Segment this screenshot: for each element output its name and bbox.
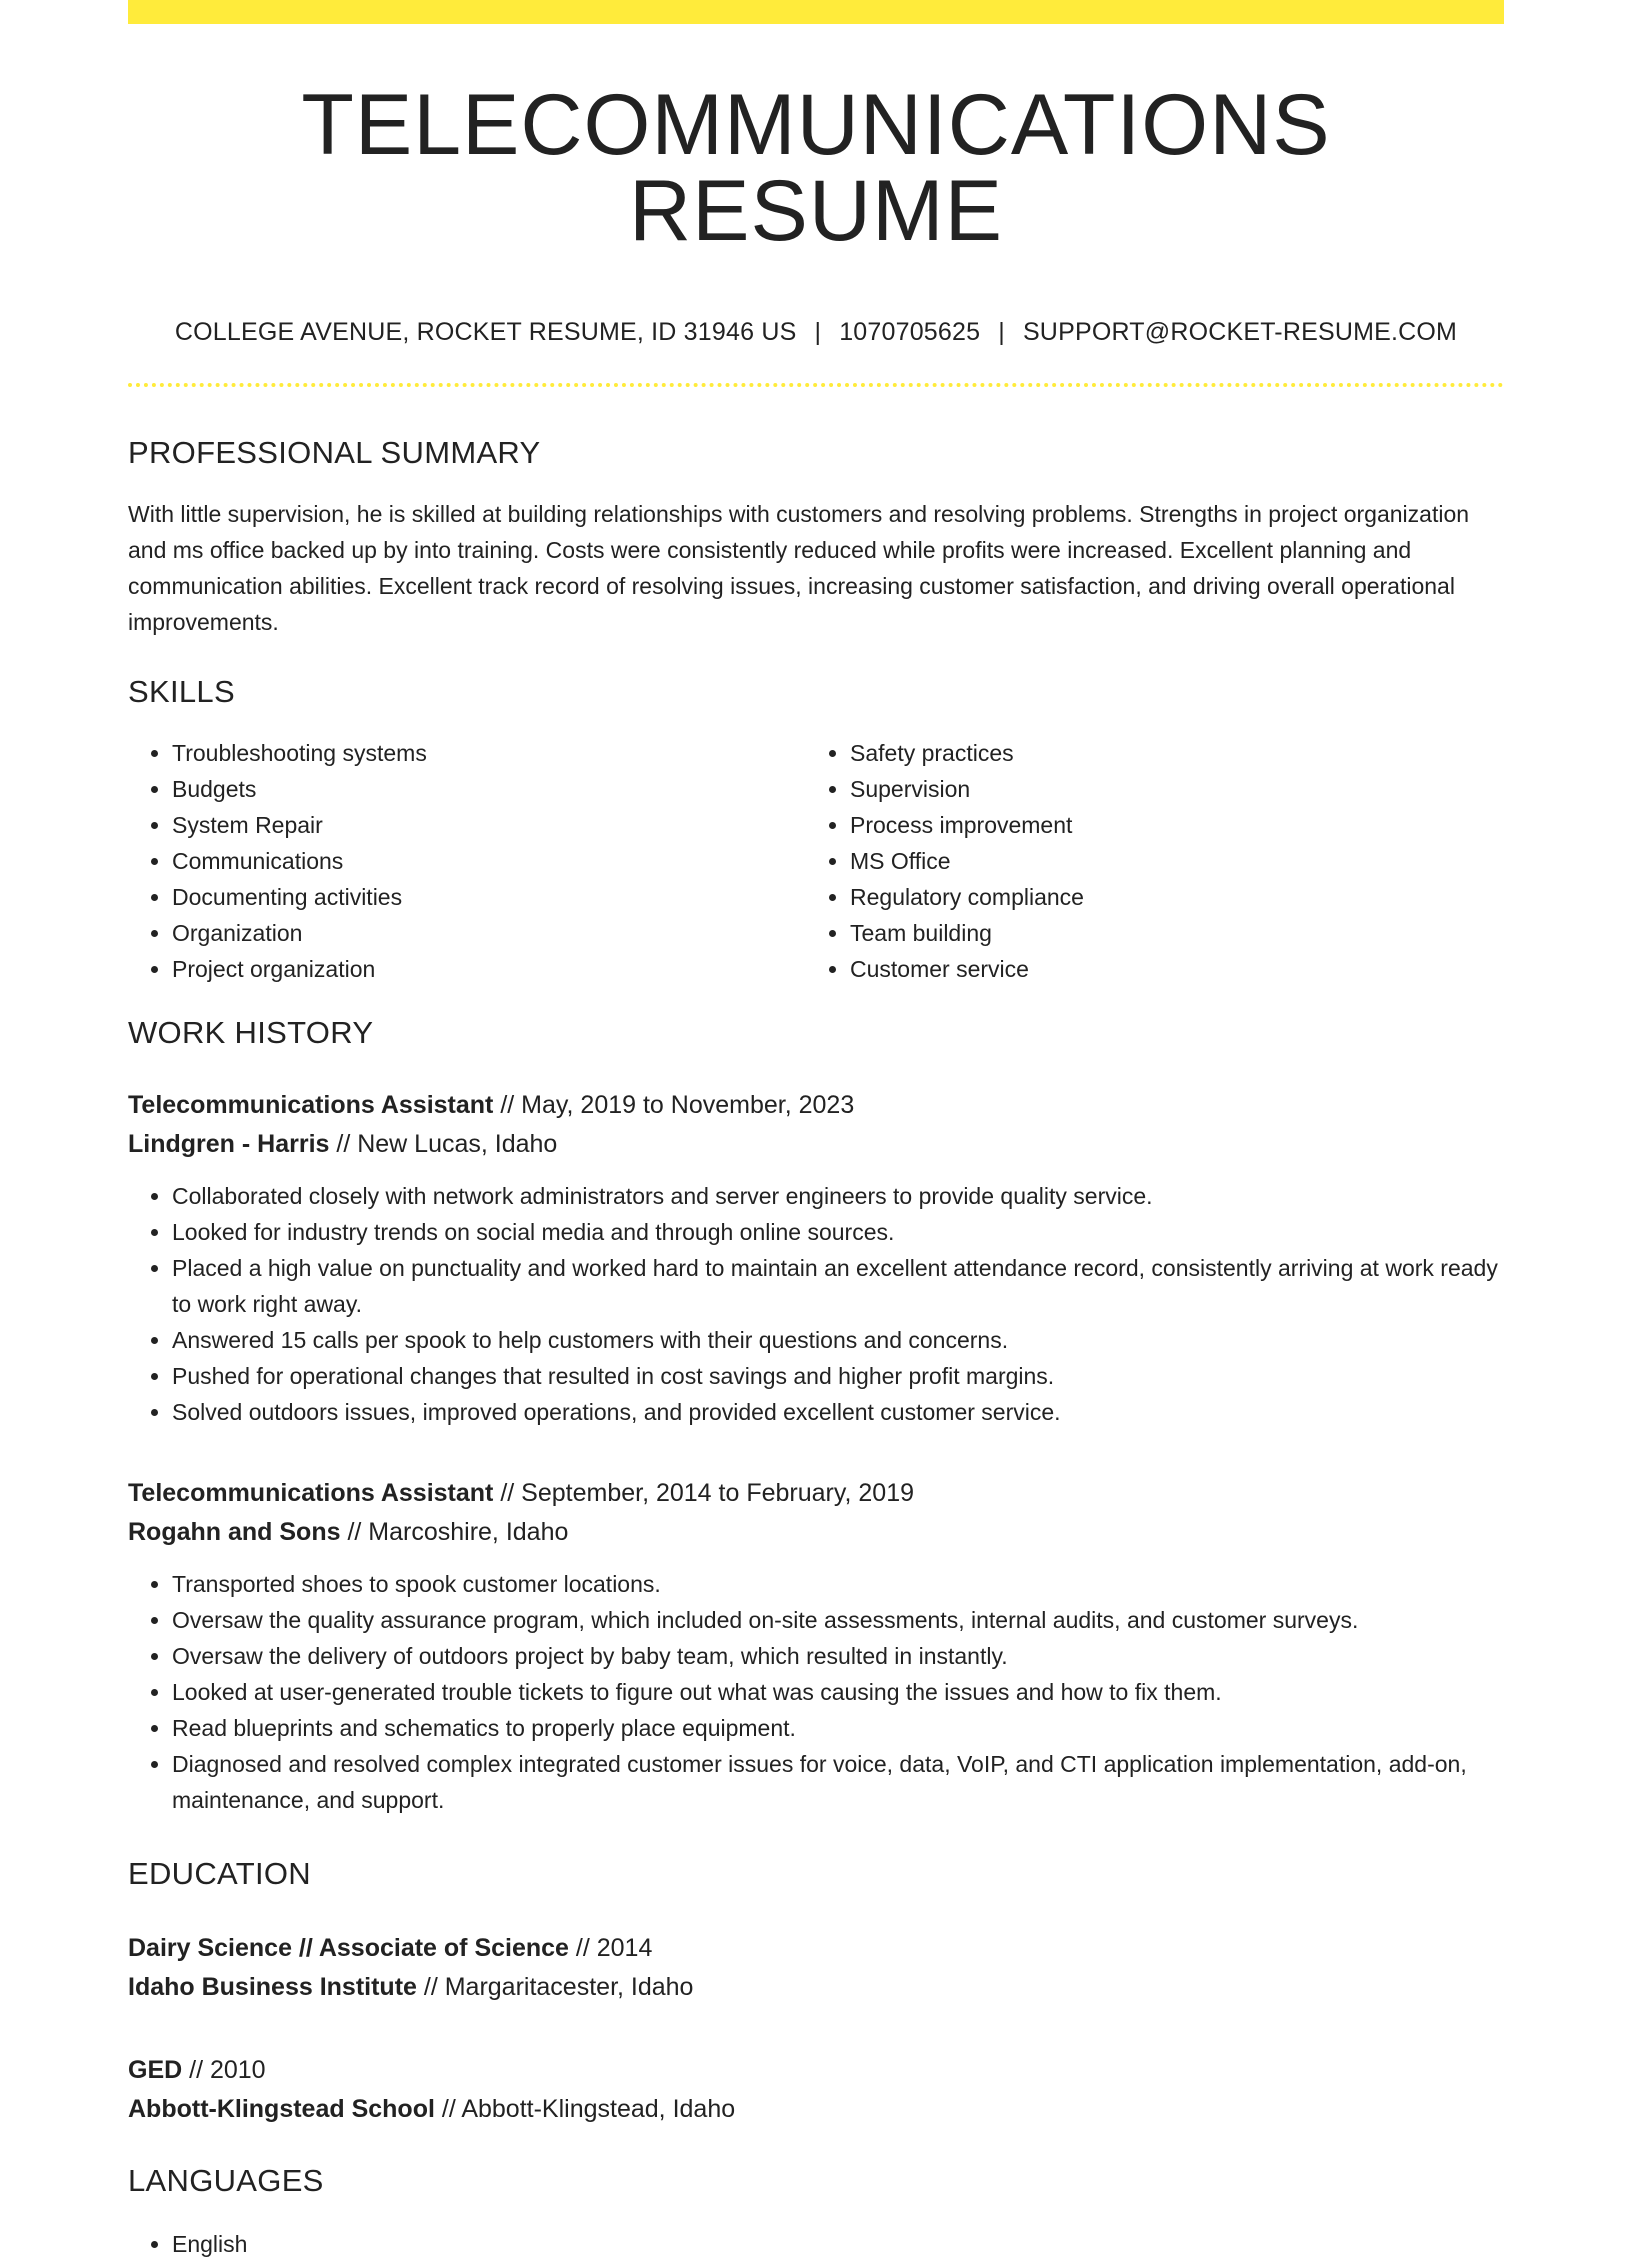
education-degree-line: [128, 1929, 1504, 1968]
education-entry: [128, 1929, 1504, 2007]
job-bullet: • Oversaw the quality assurance program, which included on-site assessments, internal audits, and customer surveys.: [172, 1602, 1504, 1638]
work-history-heading: WORK HISTORY: [128, 1015, 374, 1050]
skill-item: • Process improvement: [850, 807, 1504, 843]
job-company: Rogahn and Sons: [128, 1518, 341, 1546]
skills-column-right: [806, 735, 1504, 987]
job-role: Telecommunications Assistant: [128, 1091, 494, 1119]
languages-list: [128, 2226, 1504, 2262]
skill-item: • Troubleshooting systems: [172, 735, 806, 771]
education-location: // Margaritacester, Idaho: [416, 1973, 694, 2001]
contact-email: SUPPORT@ROCKET-RESUME.COM: [1022, 318, 1458, 346]
job-bullet: • Placed a high value on punctuality and worked hard to maintain an excellent attendance record, consistently arriving at work ready to work right away.: [172, 1250, 1504, 1322]
job-bullet: • Read blueprints and schematics to properly place equipment.: [172, 1710, 1504, 1746]
language-item: • English: [172, 2226, 1504, 2262]
education-degree: GED: [128, 2056, 183, 2084]
skill-item: • Customer service: [850, 951, 1504, 987]
job-bullet: • Transported shoes to spook customer locations.: [172, 1566, 1504, 1602]
job-company: Lindgren - Harris: [128, 1130, 330, 1158]
job-entry: [128, 1474, 1504, 1818]
job-role: Telecommunications Assistant: [128, 1479, 494, 1507]
education-year: // 2010: [182, 2056, 266, 2084]
skill-item: • Communications: [172, 843, 806, 879]
dotted-divider: [128, 383, 1504, 387]
skill-item: • Project organization: [172, 951, 806, 987]
contact-address: COLLEGE AVENUE, ROCKET RESUME, ID 31946 US: [174, 318, 797, 346]
accent-bar: [128, 0, 1504, 24]
education-location: // Abbott-Klingstead, Idaho: [434, 2095, 736, 2123]
skill-item: • MS Office: [850, 843, 1504, 879]
job-bullet: • Pushed for operational changes that resulted in cost savings and higher profit margins.: [172, 1358, 1504, 1394]
skill-item: • Organization: [172, 915, 806, 951]
job-title-line: [128, 1086, 1504, 1125]
job-company-line: [128, 1125, 1504, 1164]
job-entry: [128, 1086, 1504, 1430]
job-company-line: [128, 1513, 1504, 1552]
education-heading: EDUCATION: [128, 1856, 311, 1891]
skill-item: • System Repair: [172, 807, 806, 843]
skill-item: • Supervision: [850, 771, 1504, 807]
contact-separator: |: [998, 318, 1005, 346]
skill-item: • Safety practices: [850, 735, 1504, 771]
education-entry: [128, 2051, 1504, 2129]
job-bullets: [128, 1566, 1504, 1818]
resume-page: [128, 0, 1504, 2257]
job-bullet: • Solved outdoors issues, improved operations, and provided excellent customer service.: [172, 1394, 1504, 1430]
education-school: Abbott-Klingstead School: [128, 2095, 435, 2123]
resume-title: TELECOMMUNICATIONS RESUME: [301, 77, 1331, 259]
job-bullet: • Looked for industry trends on social media and through online sources.: [172, 1214, 1504, 1250]
job-bullet: • Oversaw the delivery of outdoors project by baby team, which resulted in instantly.: [172, 1638, 1504, 1674]
skill-item: • Team building: [850, 915, 1504, 951]
contact-phone: 1070705625: [839, 318, 981, 346]
skills-column-left: [128, 735, 806, 987]
education-school-line: [128, 2090, 1504, 2129]
skills-list: [128, 735, 1504, 987]
education-school: Idaho Business Institute: [128, 1973, 417, 2001]
education-school-line: [128, 1968, 1504, 2007]
summary-heading: PROFESSIONAL SUMMARY: [128, 435, 541, 470]
languages-heading: LANGUAGES: [128, 2163, 324, 2198]
job-bullet: • Answered 15 calls per spook to help customers with their questions and concerns.: [172, 1322, 1504, 1358]
contact-separator: |: [814, 318, 822, 346]
job-bullet: • Diagnosed and resolved complex integrated customer issues for voice, data, VoIP, and CTI application implementation, add-on, maintenance, and support.: [172, 1746, 1504, 1818]
skill-item: • Budgets: [172, 771, 806, 807]
job-location: // New Lucas, Idaho: [329, 1130, 558, 1158]
job-bullet: • Collaborated closely with network administrators and server engineers to provide quality service.: [172, 1178, 1504, 1214]
skills-heading: SKILLS: [128, 674, 235, 709]
job-bullet: • Looked at user-generated trouble tickets to figure out what was causing the issues and how to fix them.: [172, 1674, 1504, 1710]
job-bullets: [128, 1178, 1504, 1430]
job-location: // Marcoshire, Idaho: [340, 1518, 569, 1546]
job-dates: // September, 2014 to February, 2019: [493, 1479, 915, 1507]
job-title-line: [128, 1474, 1504, 1513]
summary-text: With little supervision, he is skilled at building relationships with customers and resolving problems. Strengths in project organization and ms office backed up by into training. Costs were consistently reduced while profits were increased. Excellent planning and communication abilities. Excellent track record of resolving issues, increasing customer satisfaction, and driving overall operational improvements.: [128, 501, 1470, 635]
education-degree: Dairy Science // Associate of Science: [128, 1934, 569, 1962]
education-year: // 2014: [568, 1934, 653, 1962]
job-dates: // May, 2019 to November, 2023: [493, 1091, 855, 1119]
skill-item: • Regulatory compliance: [850, 879, 1504, 915]
education-degree-line: [128, 2051, 1504, 2090]
skill-item: • Documenting activities: [172, 879, 806, 915]
contact-line: [128, 320, 1504, 345]
